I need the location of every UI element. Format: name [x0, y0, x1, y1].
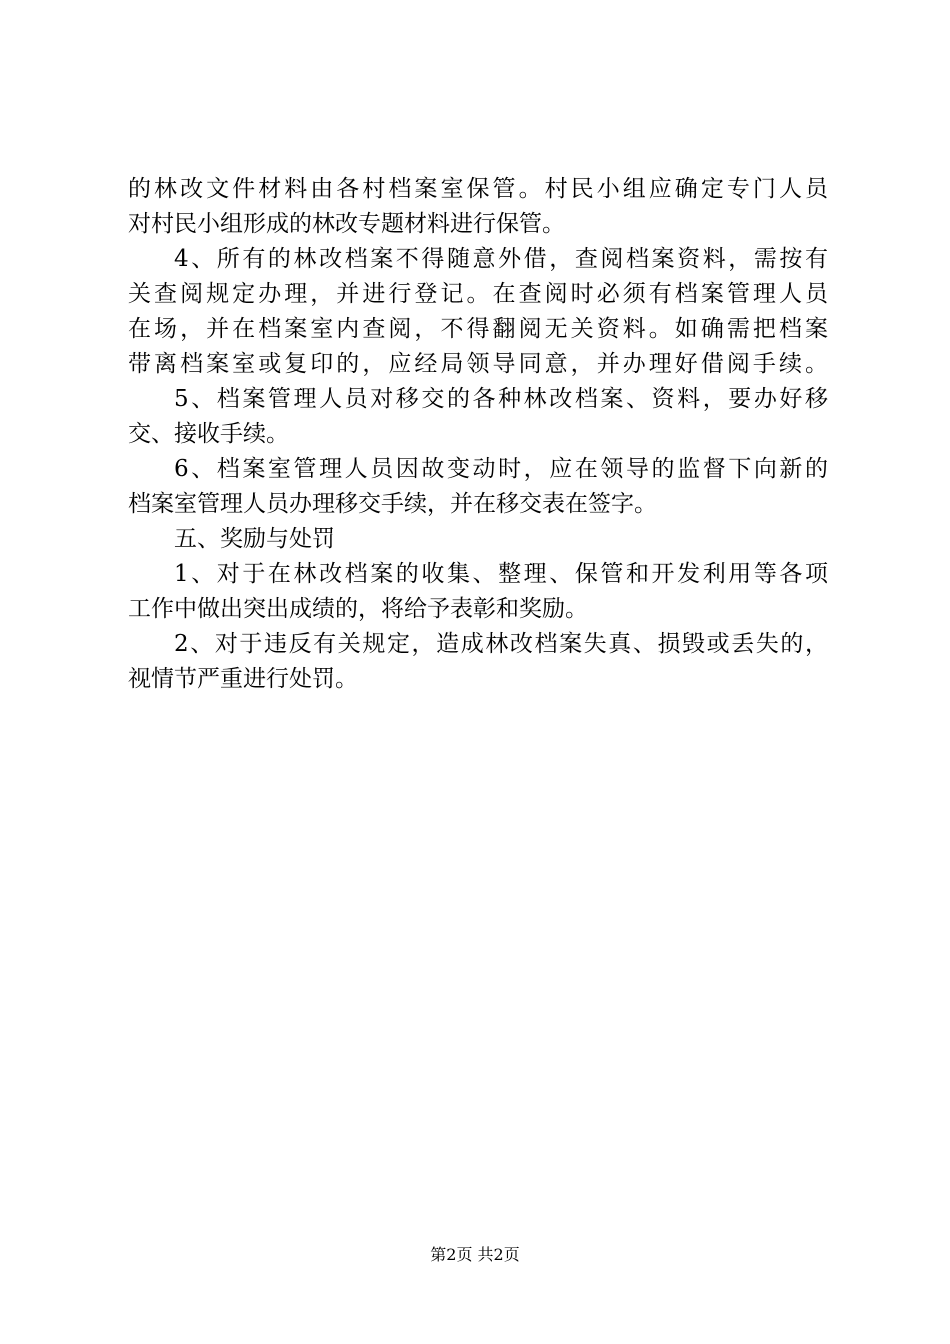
- page-number-footer: 第2页 共2页: [430, 1245, 520, 1264]
- text-line: 视情节严重进行处罚。: [128, 666, 358, 692]
- document-body: [128, 172, 828, 697]
- text-line: 在场，并在档案室内查阅，不得翻阅无关资料。如确需把档案: [128, 316, 828, 342]
- text-line: 交、接收手续。: [128, 421, 289, 447]
- paragraph-item-1-line: 1、对于在林改档案的收集、整理、保管和开发利用等各项: [174, 561, 828, 587]
- text-line: 对村民小组形成的林改专题材料进行保管。: [128, 211, 565, 237]
- text-line: 带离档案室或复印的，应经局领导同意，并办理好借阅手续。: [128, 351, 828, 377]
- paragraph-item-5-line: 5、档案管理人员对移交的各种林改档案、资料，要办好移: [174, 386, 828, 412]
- text-line: 档案室管理人员办理移交手续，并在移交表在签字。: [128, 491, 657, 517]
- paragraph-item-2-line: 2、对于违反有关规定，造成林改档案失真、损毁或丢失的，: [174, 631, 828, 657]
- text-line: 工作中做出突出成绩的，将给予表彰和奖励。: [128, 596, 588, 622]
- paragraph-item-6-line: 6、档案室管理人员因故变动时，应在领导的监督下向新的: [174, 456, 828, 482]
- paragraph-item-4-line: 4、所有的林改档案不得随意外借，查阅档案资料，需按有: [174, 246, 828, 272]
- text-line: 关查阅规定办理，并进行登记。在查阅时必须有档案管理人员: [128, 281, 828, 307]
- text-line: 的林改文件材料由各村档案室保管。村民小组应确定专门人员: [128, 176, 828, 202]
- section-heading: 五、奖励与处罚: [174, 526, 335, 552]
